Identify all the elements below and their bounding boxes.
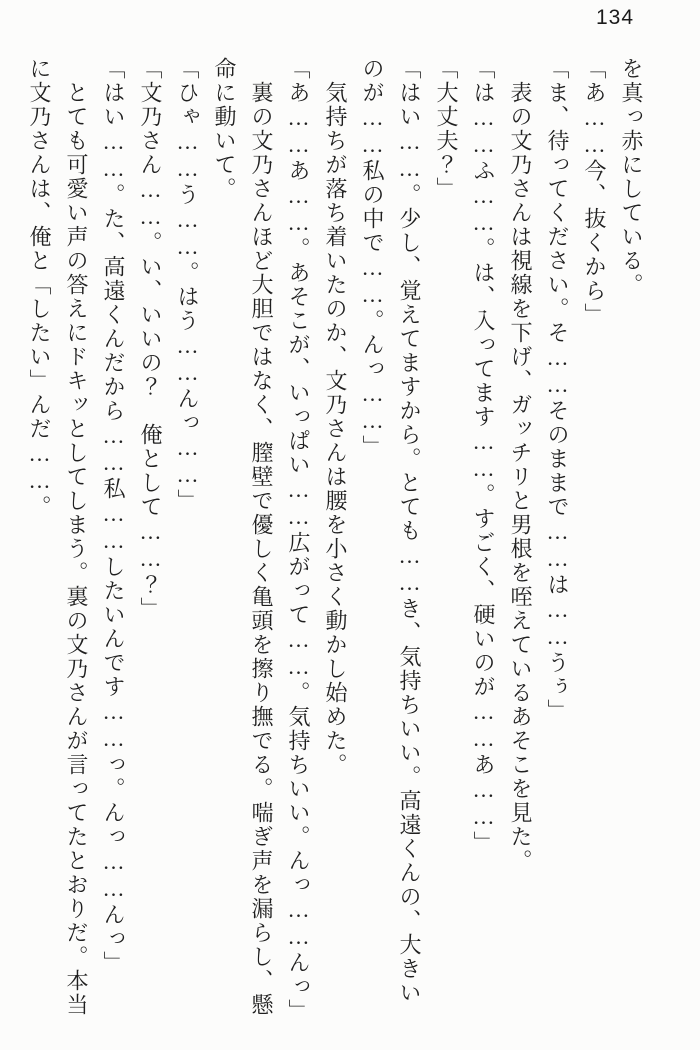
paragraph: 「はい……。少し、覚えてますから。とても……き、気持ちいい。高遠くんの、大きいのが……私の中で……。んっ……」 <box>360 57 422 1005</box>
paragraph: とても可愛い声の答えにドキッとしてしまう。裏の文乃さんが言ってたとおりだ。本当に文乃さんは、俺と「したい」んだ……。 <box>27 57 89 1017</box>
paragraph: 裏の文乃さんほど大胆ではなく、膣壁で優しく亀頭を擦り撫でる。喘ぎ声を漏らし、懸命に動いて。 <box>212 57 274 1017</box>
paragraph: 気持ちが落ち着いたのか、文乃さんは腰を小さく動かし始めた。 <box>323 81 348 777</box>
paragraph: 「文乃さん……。い、いいの？ 俺として……？」 <box>138 57 163 621</box>
page-number: 134 <box>596 6 635 29</box>
paragraph: 「あ……今、抜くから」 <box>582 57 607 327</box>
vertical-text-block <box>21 57 650 1022</box>
paragraph: 「大丈夫？」 <box>434 57 459 201</box>
paragraph: 「ひゃ……う……。はう……んっ……」 <box>175 57 200 513</box>
paragraph: 表の文乃さんは視線を下げ、ガッチリと男根を咥えているあそこを見た。 <box>508 81 533 873</box>
paragraph: を真っ赤にしている。 <box>619 57 644 297</box>
paragraph: 「ま、待ってください。そ……そのままで……は……うぅ」 <box>545 57 570 723</box>
paragraph: 「は……ふ……。は、入ってます……。すごく、硬いのが……あ……」 <box>471 57 496 855</box>
paragraph: 「あ……あ……。あそこが、いっぱい……広がって……。気持ちいい。んっ……んっ」 <box>286 57 311 1023</box>
paragraph: 「はい……。た、高遠くんだから……私……したいんです……っ。んっ……んっ」 <box>101 57 126 975</box>
